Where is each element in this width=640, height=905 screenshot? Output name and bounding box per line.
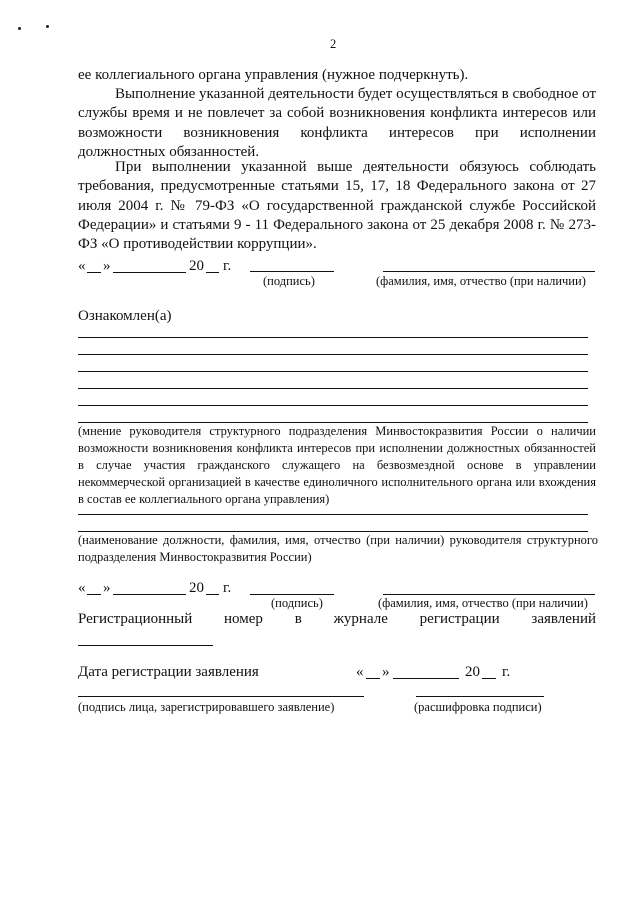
day-blank[interactable] <box>87 594 101 595</box>
year-prefix: 20 <box>189 580 204 596</box>
signature-decode-caption: (расшифровка подписи) <box>414 700 542 714</box>
registration-date-label: Дата регистрации заявления <box>78 664 259 680</box>
day-blank[interactable] <box>366 678 380 679</box>
fill-line[interactable] <box>78 354 588 355</box>
full-name-caption: (фамилия, имя, отчество (при наличии) <box>378 596 588 610</box>
registrar-signature-caption: (подпись лица, зарегистрировавшего заявление) <box>78 700 335 714</box>
year-suffix: г. <box>502 664 511 680</box>
fill-line[interactable] <box>78 371 588 372</box>
signature-caption: (подпись) <box>271 596 323 610</box>
scan-speck <box>46 25 49 28</box>
registration-word: номер <box>224 611 263 627</box>
scan-speck <box>18 27 21 30</box>
registration-word: в <box>294 611 302 627</box>
acknowledged-label: Ознакомлен(а) <box>78 308 172 324</box>
paragraph-continuation: ее коллегиального органа управления (нужное подчеркнуть). <box>78 67 469 83</box>
year-blank[interactable] <box>206 594 219 595</box>
year-prefix: 20 <box>465 664 480 680</box>
month-blank[interactable] <box>393 678 459 679</box>
date-close-quote: » <box>103 258 111 274</box>
registrar-signature-line[interactable] <box>78 696 364 697</box>
signature-caption: (подпись) <box>263 274 315 288</box>
month-blank[interactable] <box>113 594 186 595</box>
date-open-quote: « <box>78 258 86 274</box>
signature-line[interactable] <box>250 271 334 272</box>
fill-line[interactable] <box>78 337 588 338</box>
page-number: 2 <box>330 37 337 51</box>
day-blank[interactable] <box>87 272 101 273</box>
date-open-quote: « <box>78 580 86 596</box>
year-blank[interactable] <box>482 678 496 679</box>
date-close-quote: » <box>382 664 390 680</box>
date-close-quote: » <box>103 580 111 596</box>
year-prefix: 20 <box>189 258 204 274</box>
registration-word: Регистрационный <box>78 611 193 627</box>
registration-word: заявлений <box>531 611 596 627</box>
signature-line[interactable] <box>250 594 334 595</box>
date-open-quote: « <box>356 664 364 680</box>
registration-word: регистрации <box>419 611 500 627</box>
year-suffix: г. <box>223 258 232 274</box>
manager-position-caption: (наименование должности, фамилия, имя, отчество (при наличии) руководителя структурного подразделения Минвостокразвития России) <box>78 533 598 564</box>
manager-opinion-caption: (мнение руководителя структурного подразделения Минвостокразвития России о наличии возможности возникновения конфликта интересов при исполнении должностных обязанностей в случае участия гражданского служащего на безвозмездной основе в управлении некоммерческой организацией в качестве единоличного исполнительного органа или вхождения в состав ее коллегиального органа управления) <box>78 424 596 506</box>
month-blank[interactable] <box>113 272 186 273</box>
year-suffix: г. <box>223 580 232 596</box>
paragraph-legal-requirements: При выполнении указанной выше деятельности обязуюсь соблюдать требования, предусмотренные статьями 15, 17, 18 Федерального закона от 27 июля 2004 г. № 79-ФЗ «О государственной гражданской службе Российской Федерации» и статьями 9 - 11 Федерального закона от 25 декабря 2008 г. № 273-ФЗ «О противодействии коррупции». <box>78 159 596 253</box>
registration-number-blank[interactable] <box>78 645 213 646</box>
fill-line[interactable] <box>78 405 588 406</box>
fill-line[interactable] <box>78 514 588 515</box>
paragraph-conflict-of-interest: Выполнение указанной деятельности будет осуществляться в свободное от службы время и не повлечет за собой возникновения конфликта интересов или возможности возникновения конфликта интересов при исполнении должностных обязанностей. <box>78 86 596 160</box>
fill-line[interactable] <box>78 388 588 389</box>
full-name-line[interactable] <box>383 271 595 272</box>
full-name-caption: (фамилия, имя, отчество (при наличии) <box>376 274 586 288</box>
signature-decode-line[interactable] <box>416 696 544 697</box>
year-blank[interactable] <box>206 272 219 273</box>
registration-word: журнале <box>333 611 388 627</box>
registration-number-line <box>78 611 596 628</box>
full-name-line[interactable] <box>383 594 595 595</box>
